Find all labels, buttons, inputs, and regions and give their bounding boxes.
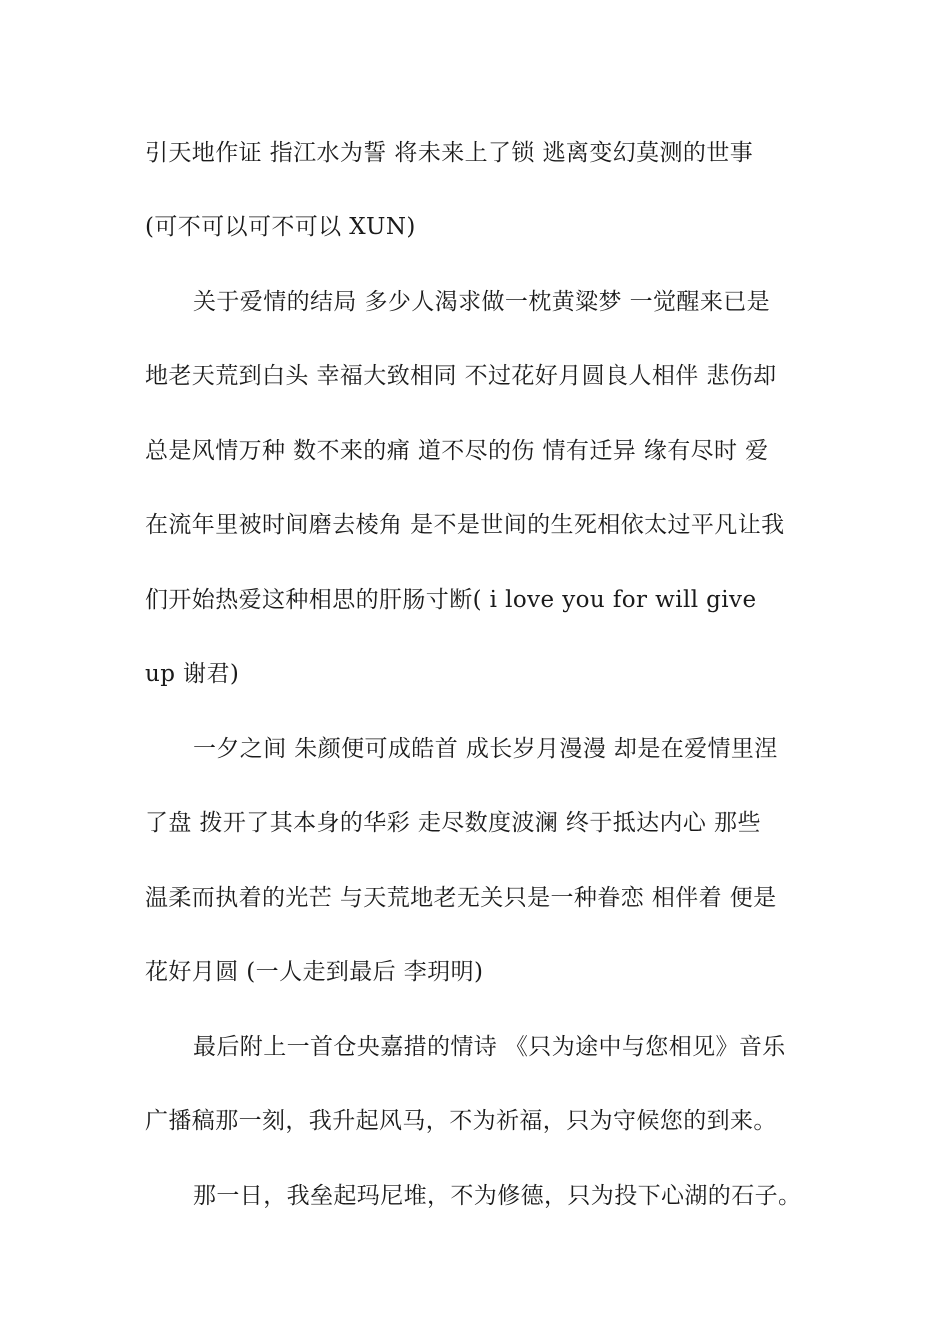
text-line: 广播稿那一刻，我升起风马，不为祈福，只为守候您的到来。 bbox=[145, 1108, 777, 1134]
paragraph-first-line: 最后附上一首仓央嘉措的情诗 《只为途中与您相见》音乐 bbox=[193, 1034, 786, 1060]
paragraph-first-line: 那一日，我垒起玛尼堆，不为修德，只为投下心湖的石子。 bbox=[193, 1183, 802, 1209]
text-line: 在流年里被时间磨去棱角 是不是世间的生死相依太过平凡让我 bbox=[145, 512, 785, 538]
paragraph-first-line: 关于爱情的结局 多少人渴求做一枕黄粱梦 一觉醒来已是 bbox=[193, 289, 771, 315]
text-line: 地老天荒到白头 幸福大致相同 不过花好月圆良人相伴 悲伤却 bbox=[145, 363, 777, 389]
text-line: (可不可以可不可以 XUN) bbox=[145, 214, 416, 240]
text-line: 引天地作证 指江水为誓 将未来上了锁 逃离变幻莫测的世事 bbox=[145, 140, 754, 166]
text-line: 们开始热爱这种相思的肝肠寸断( i love you for will give bbox=[145, 587, 757, 613]
text-line: 花好月圆 (一人走到最后 李玥明) bbox=[145, 959, 484, 985]
text-line: 总是风情万种 数不来的痛 道不尽的伤 情有迁异 缘有尽时 爱 bbox=[145, 438, 769, 464]
text-line: up 谢君) bbox=[145, 661, 240, 687]
text-line: 了盘 拨开了其本身的华彩 走尽数度波澜 终于抵达内心 那些 bbox=[145, 810, 761, 836]
paragraph-first-line: 一夕之间 朱颜便可成皓首 成长岁月漫漫 却是在爱情里涅 bbox=[193, 736, 778, 762]
text-line: 温柔而执着的光芒 与天荒地老无关只是一种眷恋 相伴着 便是 bbox=[145, 885, 777, 911]
